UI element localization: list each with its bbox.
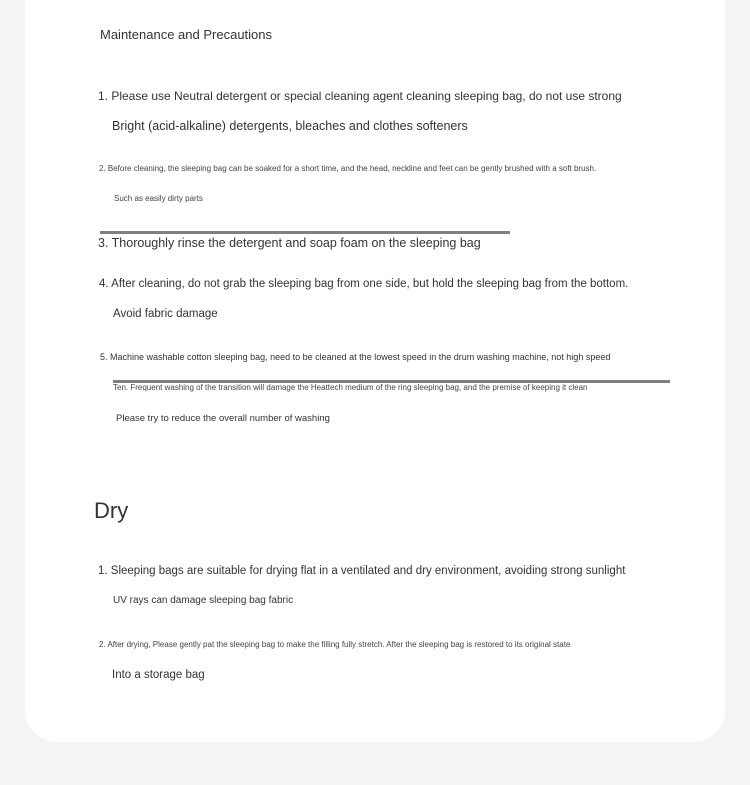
maintenance-item-1-line-2: Bright (acid-alkaline) detergents, bleaches and clothes softeners	[112, 119, 468, 133]
dry-item-1-line-2: UV rays can damage sleeping bag fabric	[113, 595, 294, 606]
maintenance-item-6-line-1: Ten. Frequent washing of the transition will damage the Heattech medium of the ring sleeping bag, and the premise of keeping it clean	[113, 383, 588, 392]
overlap-artifact	[100, 231, 510, 234]
dry-heading: Dry	[94, 498, 129, 523]
dry-item-1-line-1: 1. Sleeping bags are suitable for drying flat in a ventilated and dry environment, avoiding strong sunlight	[98, 565, 626, 577]
dry-item-2-line-2: Into a storage bag	[112, 669, 205, 681]
maintenance-item-2-line-1: 2. Before cleaning, the sleeping bag can be soaked for a short time, and the head, neckline and feet can be gently brushed with a soft brush.	[99, 164, 597, 173]
maintenance-item-4-line-1: 4. After cleaning, do not grab the sleeping bag from one side, but hold the sleeping bag from the bottom.	[99, 278, 629, 290]
maintenance-item-5-line-1: 5. Machine washable cotton sleeping bag, need to be cleaned at the lowest speed in the drum washing machine, not high speed	[100, 352, 611, 362]
maintenance-item-3-line-1: 3. Thoroughly rinse the detergent and soap foam on the sleeping bag	[98, 236, 481, 250]
maintenance-item-2-line-2: Such as easily dirty parts	[114, 194, 203, 203]
content-card	[25, 0, 725, 742]
dry-item-2-line-1: 2. After drying, Please gently pat the sleeping bag to make the filling fully stretch. After the sleeping bag is restored to its original state	[99, 640, 571, 649]
maintenance-item-1-line-1: 1. Please use Neutral detergent or special cleaning agent cleaning sleeping bag, do not use strong	[98, 89, 622, 103]
maintenance-heading: Maintenance and Precautions	[100, 27, 273, 42]
maintenance-item-6-line-2: Please try to reduce the overall number of washing	[116, 413, 330, 424]
maintenance-item-4-line-2: Avoid fabric damage	[113, 308, 218, 320]
